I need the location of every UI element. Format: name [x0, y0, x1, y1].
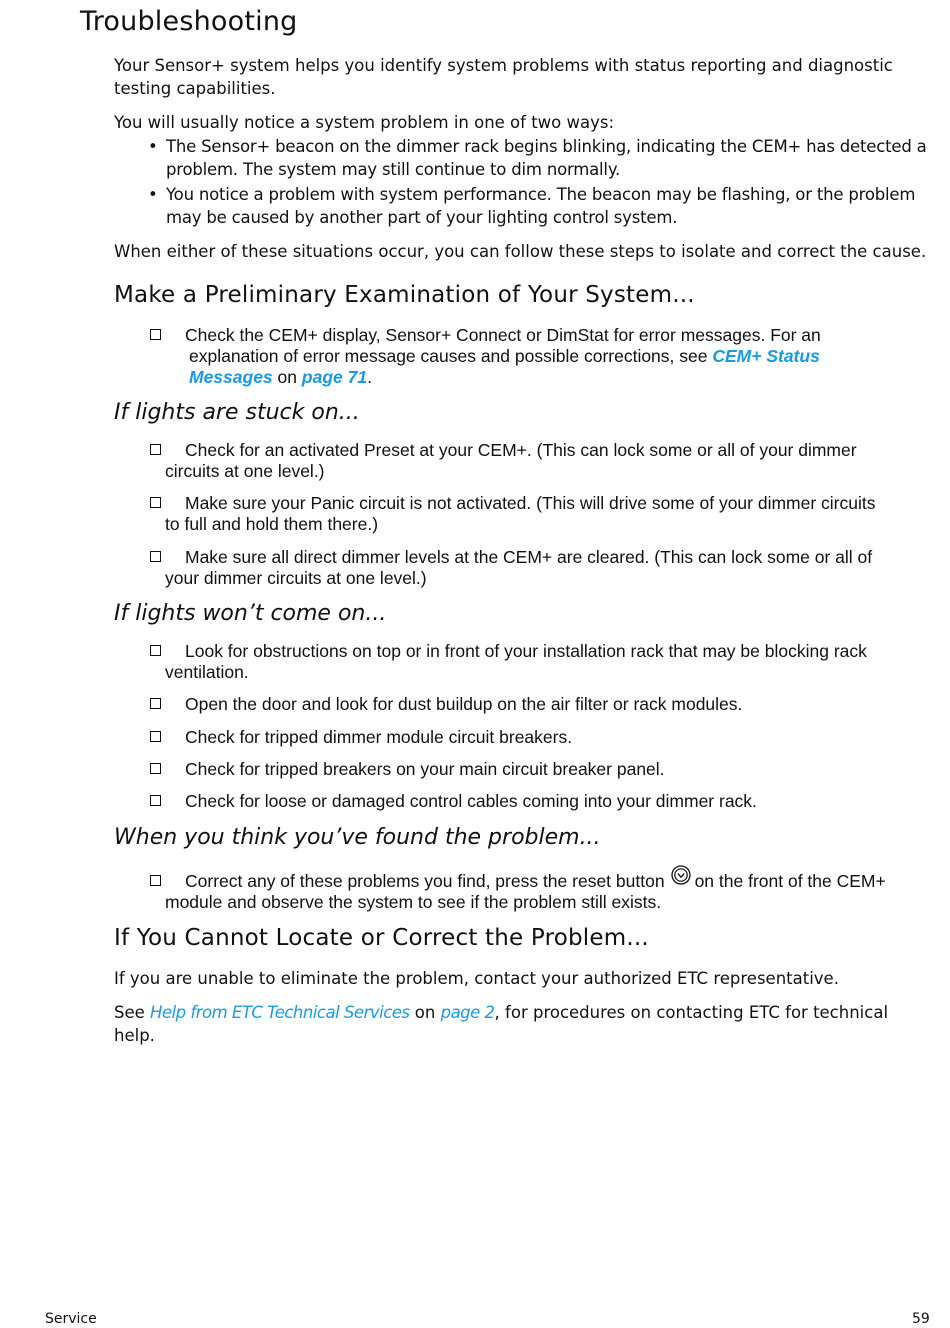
checkbox-icon	[150, 795, 161, 806]
situations-paragraph: When either of these situations occur, you can follow these steps to isolate and correct the cause.	[114, 242, 927, 261]
footer-section: Service	[45, 1311, 97, 1327]
checklist-item: Look for obstructions on top or in front of your installation rack that may be blocking rack ventilation.	[150, 641, 935, 683]
checklist-item: Check for tripped dimmer module circuit breakers.	[150, 727, 935, 748]
list-item: • You notice a problem with system performance. The beacon may be flashing, or the problem may be caused by another part of your lighting control system.	[148, 185, 916, 227]
found-heading: When you think you’ve found the problem...	[114, 825, 601, 850]
checklist-item: Make sure all direct dimmer levels at the CEM+ are cleared. (This can lock some or all of your dimmer circuits at one level.)	[150, 547, 935, 589]
checklist-item: Check for loose or damaged control cables coming into your dimmer rack.	[150, 791, 935, 812]
page-71-link[interactable]: page 71	[301, 367, 368, 387]
checkbox-icon	[150, 551, 161, 562]
reset-button-icon	[671, 865, 691, 885]
intro-paragraph: Your Sensor+ system helps you identify system problems with status reporting and diagnostic testing capabilities.	[114, 56, 893, 98]
cem-status-messages-link-cont[interactable]: Messages	[189, 367, 273, 387]
intro-ways-paragraph: You will usually notice a system problem in one of two ways:	[114, 113, 615, 132]
bullet-icon: •	[148, 185, 158, 204]
checkbox-icon	[150, 329, 161, 340]
wont-come-on-heading: If lights won’t come on...	[114, 601, 387, 626]
etc-technical-services-link[interactable]: Help from ETC Technical Services	[150, 1003, 410, 1022]
stuck-on-heading: If lights are stuck on...	[114, 400, 360, 425]
ways-list	[148, 135, 938, 231]
page-number: 59	[912, 1311, 930, 1327]
checklist-item: Open the door and look for dust buildup on the air filter or rack modules.	[150, 694, 935, 715]
checkbox-icon	[150, 731, 161, 742]
contact-paragraph: If you are unable to eliminate the problem, contact your authorized ETC representative.	[114, 969, 839, 988]
technical-help-paragraph: See Help from ETC Technical Services on page 2, for procedures on contacting ETC for technical help.	[114, 1003, 889, 1045]
checklist-item: Check for tripped breakers on your main circuit breaker panel.	[150, 759, 935, 780]
checkbox-icon	[150, 497, 161, 508]
checkbox-icon	[150, 645, 161, 656]
list-item: • The Sensor+ beacon on the dimmer rack begins blinking, indicating the CEM+ has detected a problem. The system may still continue to dim normally.	[148, 137, 927, 179]
checklist-item: Check the CEM+ display, Sensor+ Connect or DimStat for error messages. For an explanation of error message causes and possible corrections, see CEM+ Status Messages on page 71.	[150, 325, 935, 388]
checkbox-icon	[150, 875, 161, 886]
checklist-item: Correct any of these problems you find, press the reset button on the front of the CEM+ module and observe the system to see if the problem still exists.	[150, 865, 935, 913]
checkbox-icon	[150, 444, 161, 455]
page-title: Troubleshooting	[80, 6, 298, 37]
page-2-link[interactable]: page 2	[440, 1003, 495, 1022]
cem-status-messages-link[interactable]: CEM+ Status	[712, 346, 820, 366]
checklist-item: Check for an activated Preset at your CEM+. (This can lock some or all of your dimmer circuits at one level.)	[150, 440, 935, 482]
checkbox-icon	[150, 763, 161, 774]
bullet-icon: •	[148, 137, 158, 156]
prelim-heading: Make a Preliminary Examination of Your System...	[114, 282, 695, 308]
checklist-item: Make sure your Panic circuit is not activated. (This will drive some of your dimmer circuits to full and hold them there.)	[150, 493, 935, 535]
cannot-locate-heading: If You Cannot Locate or Correct the Problem...	[114, 925, 649, 951]
checkbox-icon	[150, 698, 161, 709]
